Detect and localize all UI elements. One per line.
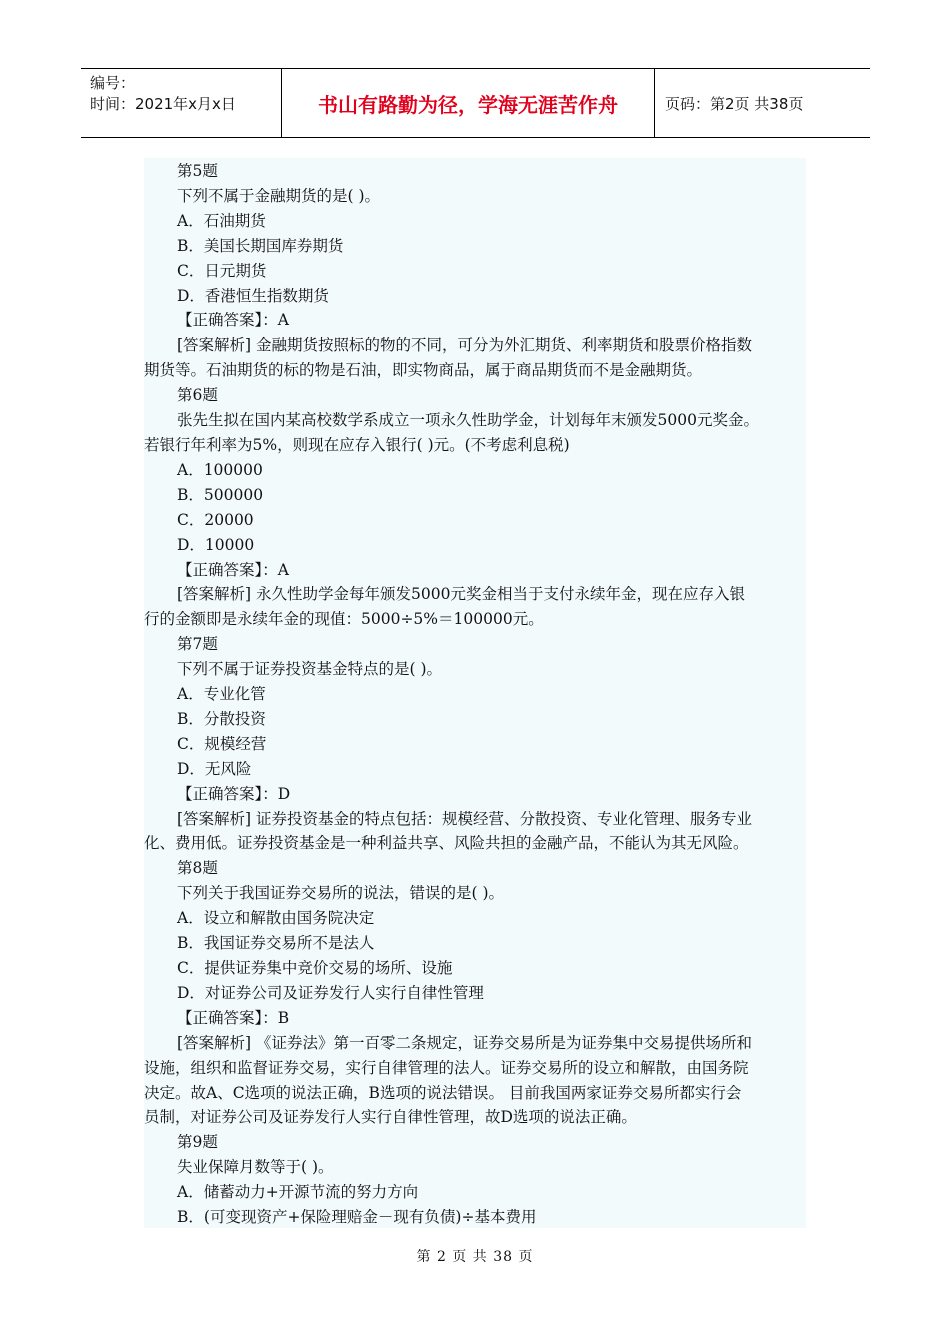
text-line: 化、费用低。证券投资基金是一种利益共享、风险共担的金融产品，不能认为其无风险。	[144, 834, 749, 853]
text-line: D．无风险	[177, 759, 252, 778]
text-line: D．对证券公司及证券发行人实行自律性管理	[177, 983, 484, 1002]
text-line: A．石油期货	[177, 211, 266, 230]
code-label: 编号：	[90, 74, 136, 92]
page-info: 页码：第2页 共38页	[665, 94, 804, 113]
text-line: 设施，组织和监督证券交易，实行自律管理的法人。证券交易所的设立和解散，由国务院	[144, 1058, 749, 1077]
text-line: A．储蓄动力+开源节流的努力方向	[177, 1183, 419, 1202]
text-line: C．日元期货	[177, 261, 267, 280]
text-line: D．香港恒生指数期货	[177, 286, 329, 305]
header-table	[81, 68, 870, 138]
text-line: B．(可变现资产+保险理赔金－现有负债)÷基本费用	[177, 1208, 537, 1227]
text-line: [答案解析] 永久性助学金每年颁发5000元奖金相当于支付永续年金，现在应存入银	[177, 585, 745, 604]
header-meta	[81, 69, 282, 137]
text-line: B．美国长期国库券期货	[177, 236, 344, 255]
document-body	[144, 158, 806, 1228]
text-line: [答案解析] 《证券法》第一百零二条规定，证券交易所是为证券集中交易提供场所和	[177, 1033, 753, 1052]
text-line: 第5题	[177, 162, 218, 180]
text-line: [答案解析] 金融期货按照标的物的不同，可分为外汇期货、利率期货和股票价格指数	[177, 336, 753, 355]
text-line: 第8题	[177, 859, 218, 878]
text-line: 第6题	[177, 386, 218, 405]
text-line: 下列关于我国证券交易所的说法，错误的是( )。	[177, 884, 505, 903]
text-line: B．我国证券交易所不是法人	[177, 934, 375, 953]
text-line: 【正确答案】：A	[177, 311, 289, 330]
text-line: A．专业化管	[177, 685, 266, 704]
text-line: 【正确答案】：A	[177, 560, 289, 579]
text-line: 下列不属于金融期货的是( )。	[177, 186, 381, 205]
text-line: 行的金额即是永续年金的现值：5000÷5%＝100000元。	[144, 610, 544, 629]
text-line: D．10000	[177, 535, 255, 554]
text-line: 第9题	[177, 1133, 218, 1152]
text-line: 第7题	[177, 635, 218, 654]
text-line: B．分散投资	[177, 709, 266, 728]
text-line: 员制，对证券公司及证券发行人实行自律性管理，故D选项的说法正确。	[144, 1108, 637, 1127]
time-label: 时间：2021年x月x日	[90, 95, 236, 113]
page-footer: 第 2 页 共 38 页	[416, 1249, 534, 1265]
text-line: C．20000	[177, 510, 254, 529]
text-line: 张先生拟在国内某高校数学系成立一项永久性助学金，计划每年末颁发5000元奖金。	[177, 411, 759, 430]
text-line: C．提供证券集中竞价交易的场所、设施	[177, 959, 453, 977]
text-line: 失业保障月数等于( )。	[177, 1158, 334, 1177]
text-line: 若银行年利率为5%，则现在应存入银行( )元。(不考虑利息税)	[144, 435, 570, 454]
text-line: 下列不属于证券投资基金特点的是( )。	[177, 660, 443, 679]
text-line: 决定。故A、C选项的说法正确，B选项的说法错误。 目前我国两家证券交易所都实行会	[144, 1083, 742, 1102]
text-line: 【正确答案】：D	[177, 784, 291, 803]
text-line: A．100000	[177, 460, 263, 479]
text-line: C．规模经营	[177, 734, 267, 753]
text-line: A．设立和解散由国务院决定	[177, 909, 375, 928]
motto: 书山有路勤为径，学海无涯苦作舟	[282, 69, 655, 137]
text-line: [答案解析] 证券投资基金的特点包括：规模经营、分散投资、专业化管理、服务专业	[177, 809, 753, 828]
text-line: 期货等。石油期货的标的物是石油，即实物商品，属于商品期货而不是金融期货。	[144, 361, 703, 380]
text-line: B．500000	[177, 485, 264, 504]
text-line: 【正确答案】：B	[177, 1008, 290, 1027]
